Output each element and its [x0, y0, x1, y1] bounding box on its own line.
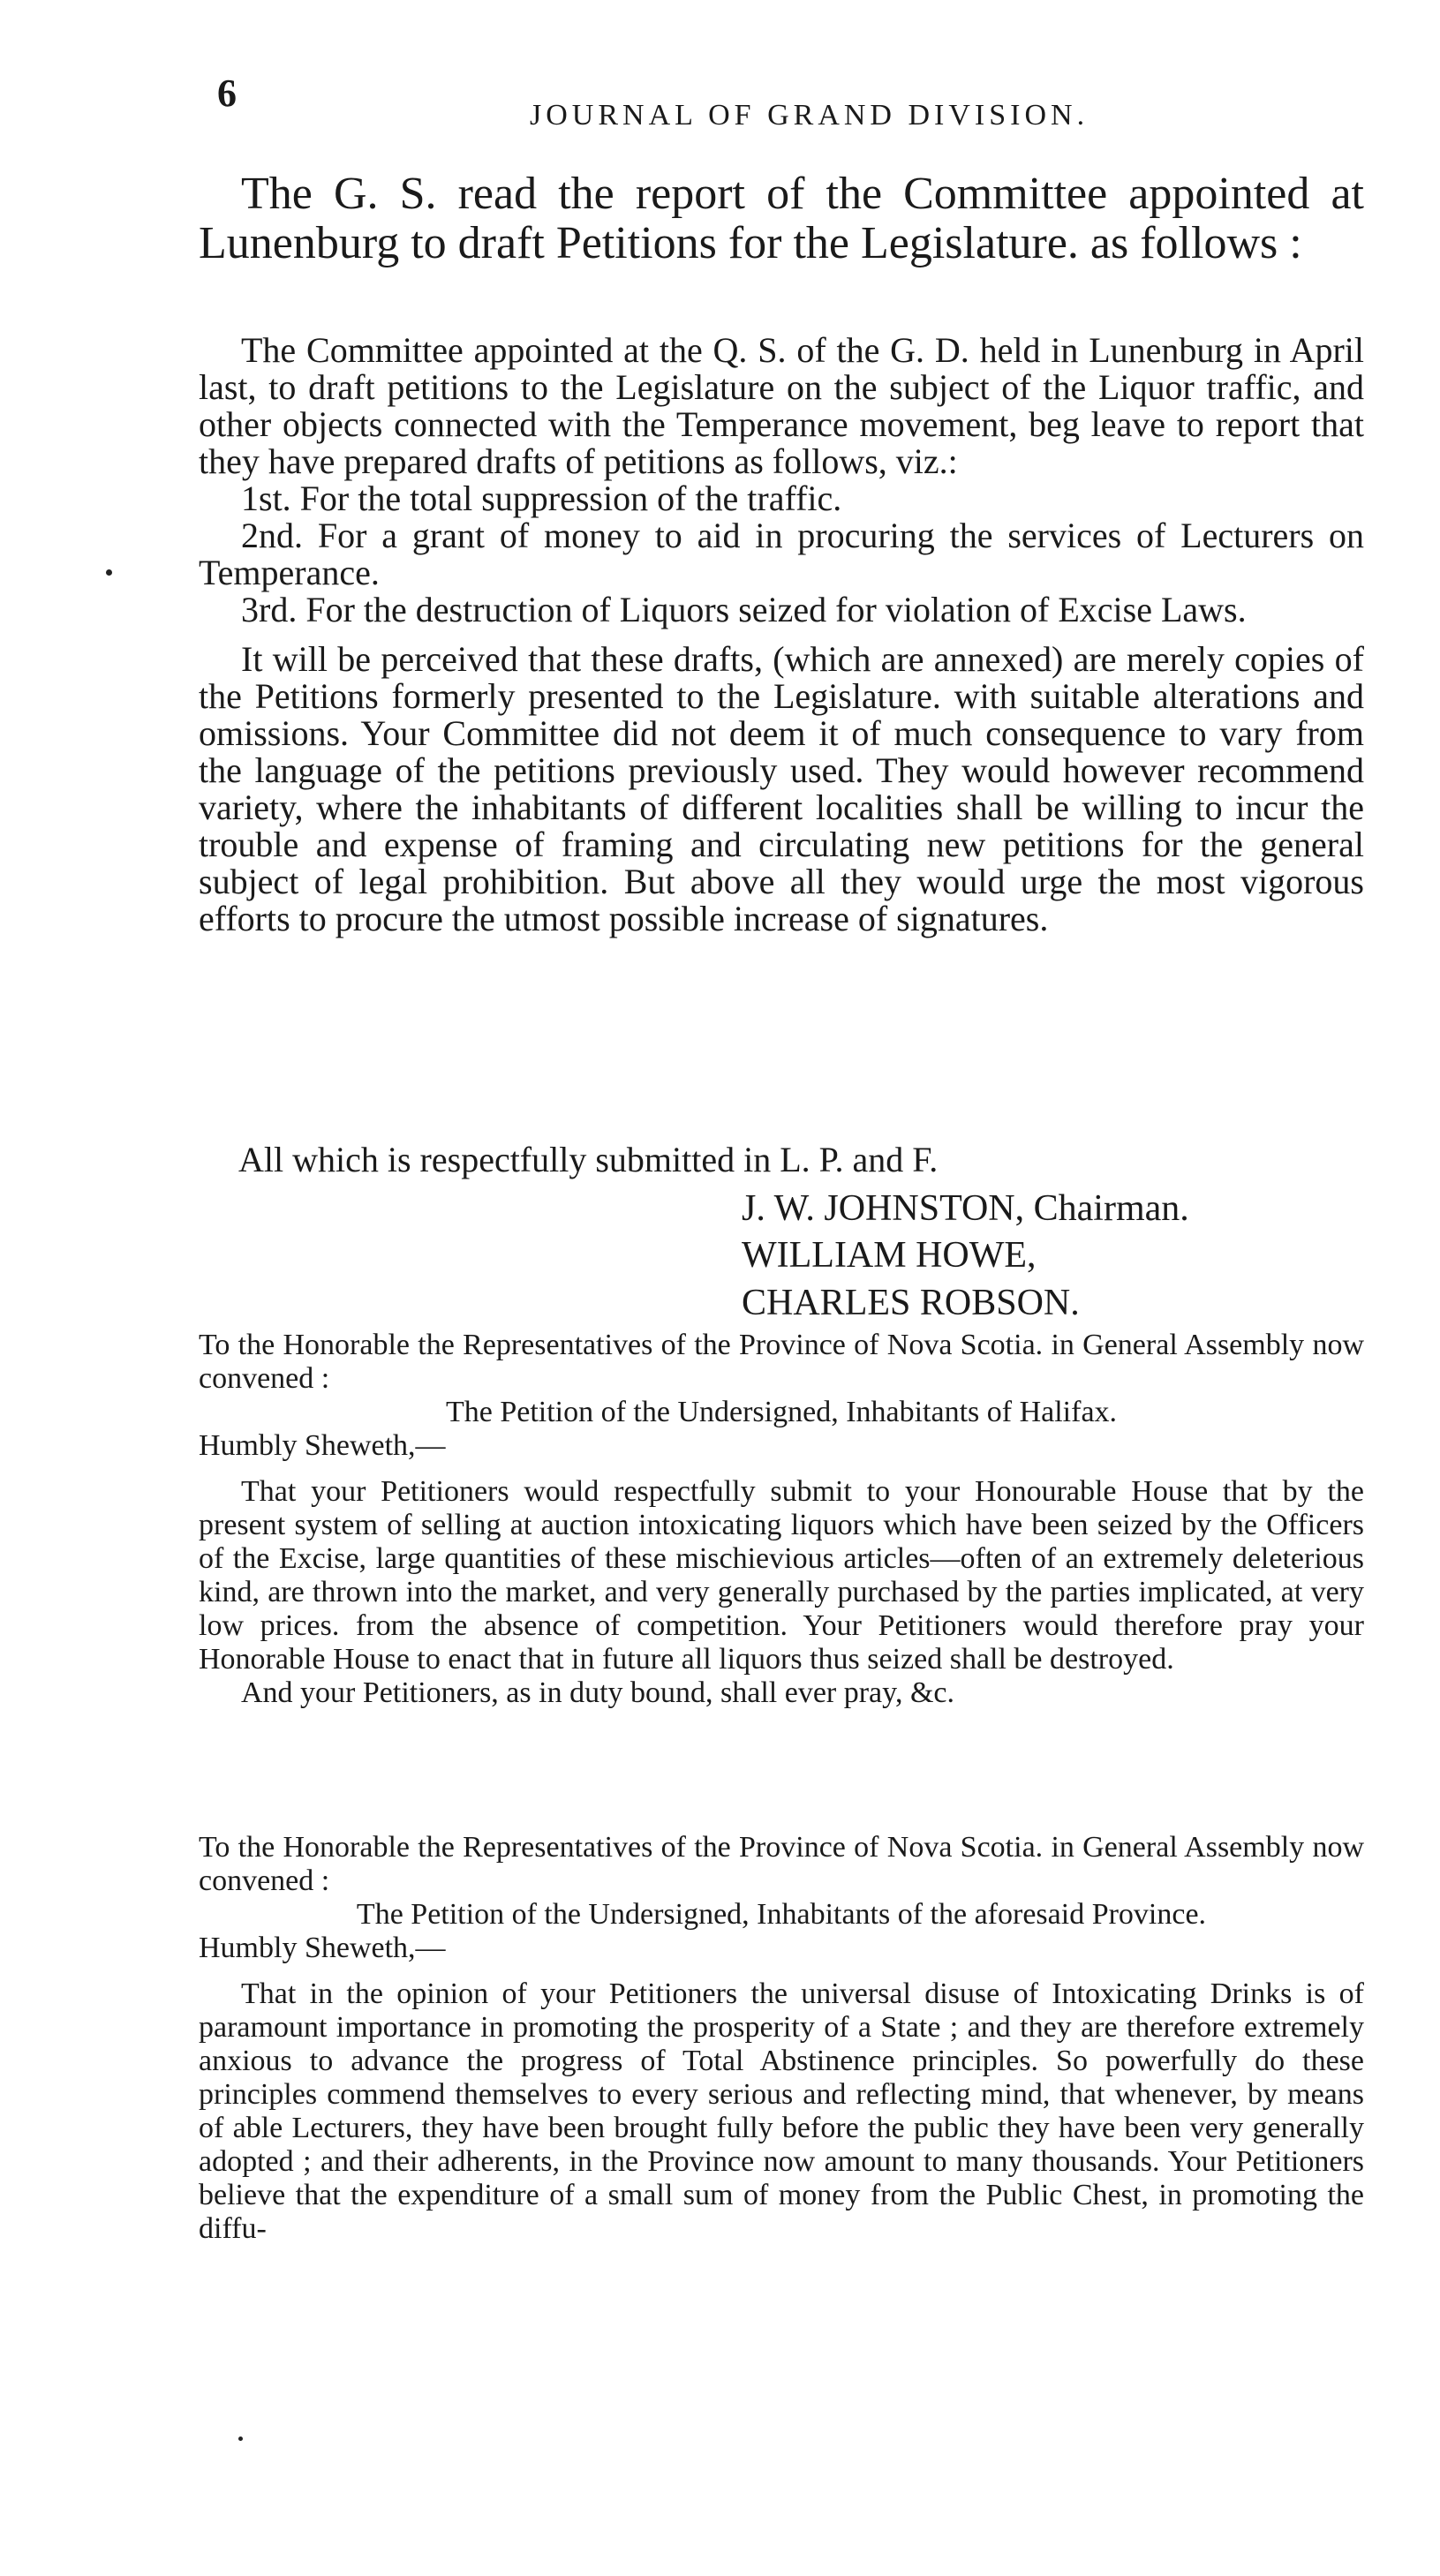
report-body: It will be perceived that these drafts, (which are annexed) are merely copies of the Petitions formerly presented to the Legislature. with suitable alterations and omissions. Your Committee did not deem it of much consequence to vary from the language of the petitions previously used. They would however recommend variety, where the inhabitants of different localities shall be willing to incur the trouble and expense of framing and circulating new petitions for the general subject of legal prohibition. But above all they would urge the most vigorous efforts to procure the utmost possible increase of signatures.	[199, 639, 1364, 938]
petition-title: The Petition of the Undersigned, Inhabitants of Halifax.	[445, 1396, 1118, 1428]
petition-greeting: Humbly Sheweth,—	[199, 1932, 446, 1964]
spacer	[199, 1463, 1364, 1475]
petition-halifax	[199, 1329, 1364, 1710]
margin-dot	[106, 569, 112, 576]
petition-body: That your Petitioners would respectfully submit to your Honourable House that by the present system of selling at auction intoxicating liquors which have been seized by the Officers of the Excise, large quantities of these mischievious articles—often of an extremely deleterious kind, are thrown into the market, and very generally purchased by the parties implicated, at very low prices. from the absence of competition. Your Petitioners would therefore pray your Honorable House to enact that in future all liquors thus seized shall be destroyed.	[199, 1475, 1364, 1676]
spacer	[199, 1965, 1364, 1977]
report-item: 3rd. For the destruction of Liquors seized for violation of Excise Laws.	[241, 590, 1247, 629]
submission-line: All which is respectfully submitted in L. P. and F.	[238, 1140, 939, 1179]
committee-report	[199, 332, 1364, 938]
signatory-role: Chairman.	[1033, 1188, 1189, 1229]
petition-greeting: Humbly Sheweth,—	[199, 1429, 446, 1462]
running-head: JOURNAL OF GRAND DIVISION.	[530, 99, 1089, 132]
signatory-name: J. W. JOHNSTON,	[742, 1188, 1025, 1229]
petition-address: To the Honorable the Representatives of the Province of Nova Scotia. in General Assembly now convened :	[199, 1329, 1364, 1395]
petition-province	[199, 1831, 1364, 2246]
intro-text: The G. S. read the report of the Committee appointed at Lunenburg to draft Petitions for the Legislature. as follows :	[199, 169, 1364, 268]
report-opening: The Committee appointed at the Q. S. of the G. D. held in Lunenburg in April last, to draft petitions to the Legislature on the subject of the Liquor traffic, and other objects connected with the Temperance movement, beg leave to report that they have prepared drafts of petitions as follows, viz.:	[199, 330, 1364, 481]
petition-address: To the Honorable the Representatives of the Province of Nova Scotia. in General Assembly now convened :	[199, 1831, 1364, 1897]
intro-paragraph	[199, 169, 1364, 268]
report-item: 2nd. For a grant of money to aid in procuring the services of Lecturers on Temperance.	[199, 516, 1364, 592]
signatory	[742, 1187, 1189, 1230]
petition-body: That in the opinion of your Petitioners the universal disuse of Intoxicating Drinks is of paramount importance in promoting the prosperity of a State ; and they are therefore extremely anxious to advance the progress of Total Abstinence principles. So powerfully do these principles commend themselves to every serious and reflecting mind, that whenever, by means of able Lecturers, they have been brought fully before the public they have been very generally adopted ; and their adherents, in the Province now amount to many thousands. Your Petitioners believe that the expenditure of a small sum of money from the Public Chest, in promoting the diffu-	[199, 1977, 1364, 2245]
page-number: 6	[217, 72, 237, 115]
margin-dot	[238, 2437, 243, 2441]
report-item: 1st. For the total suppression of the traffic.	[241, 478, 842, 518]
petition-closing: And your Petitioners, as in duty bound, shall ever pray, &c.	[241, 1676, 954, 1709]
signatory	[742, 1234, 1037, 1277]
petition-title: The Petition of the Undersigned, Inhabitants of the aforesaid Province.	[356, 1898, 1207, 1931]
signatory-name: CHARLES ROBSON.	[742, 1283, 1080, 1323]
signatory-name: WILLIAM HOWE,	[742, 1235, 1037, 1276]
signatory	[742, 1282, 1080, 1324]
